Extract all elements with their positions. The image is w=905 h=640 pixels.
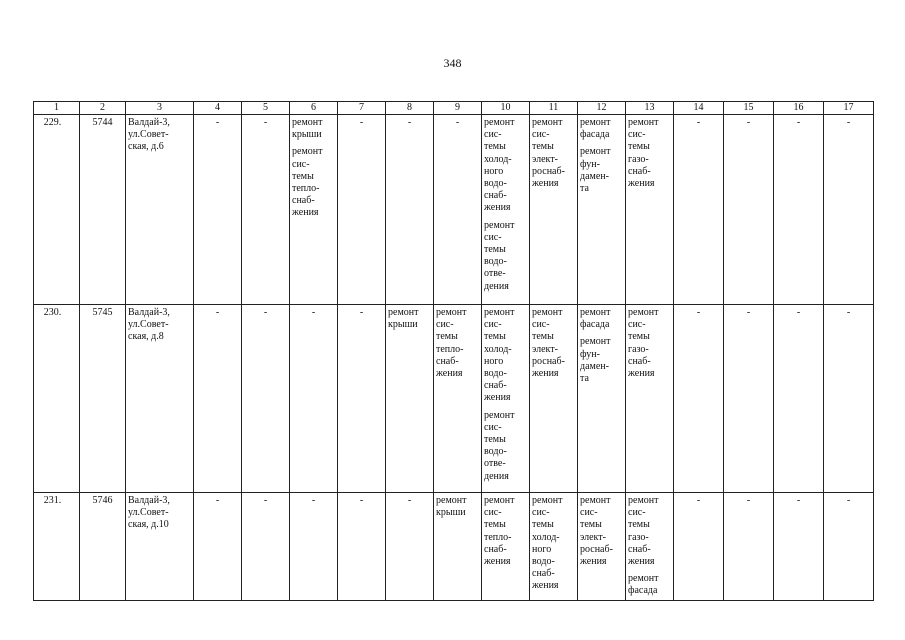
empty-cell: - (824, 305, 874, 493)
column-header: 10 (482, 102, 530, 115)
empty-cell: - (386, 493, 434, 601)
work-cell (626, 305, 674, 493)
empty-cell: - (290, 493, 338, 601)
empty-cell: - (338, 305, 386, 493)
work-item: ремонт сис- темы холод- ного водо- снаб- жения (532, 495, 563, 592)
empty-cell: - (724, 305, 774, 493)
empty-cell: - (674, 493, 724, 601)
address-cell: Валдай-3, ул.Совет- ская, д.10 (126, 493, 194, 601)
empty-cell: - (194, 305, 242, 493)
work-item: ремонт крыши (292, 117, 323, 141)
work-cell (434, 305, 482, 493)
work-cell (290, 115, 338, 305)
header-row (34, 102, 874, 115)
empty-cell: - (194, 115, 242, 305)
empty-cell: - (242, 305, 290, 493)
empty-cell: - (242, 493, 290, 601)
empty-cell: - (290, 305, 338, 493)
work-cell (386, 305, 434, 493)
row-number-cell: 230. (34, 305, 80, 493)
column-header: 13 (626, 102, 674, 115)
work-item: ремонт сис- темы элект- роснаб- жения (532, 307, 565, 380)
empty-cell: - (724, 115, 774, 305)
empty-cell: - (824, 115, 874, 305)
row-number-cell: 229. (34, 115, 80, 305)
work-item: ремонт сис- темы тепло- снаб- жения (436, 307, 467, 380)
work-item: ремонт сис- темы газо- снаб- жения (628, 117, 659, 190)
work-item: ремонт фасада (628, 573, 659, 597)
empty-cell: - (824, 493, 874, 601)
work-cell (578, 493, 626, 601)
table-row (34, 493, 874, 601)
work-cell (530, 115, 578, 305)
work-item: ремонт крыши (388, 307, 419, 331)
column-header: 15 (724, 102, 774, 115)
empty-cell: - (674, 115, 724, 305)
work-item: ремонт сис- темы газо- снаб- жения (628, 495, 659, 568)
empty-cell: - (194, 493, 242, 601)
page-number: 348 (443, 56, 462, 70)
building-id-cell: 5744 (80, 115, 126, 305)
column-header: 7 (338, 102, 386, 115)
work-cell (530, 305, 578, 493)
building-id-cell: 5746 (80, 493, 126, 601)
column-header: 14 (674, 102, 724, 115)
column-header: 9 (434, 102, 482, 115)
repair-schedule-table (33, 101, 874, 601)
work-item: ремонт сис- темы тепло- снаб- жения (292, 146, 323, 219)
work-cell (626, 493, 674, 601)
empty-cell: - (674, 305, 724, 493)
work-cell (482, 493, 530, 601)
work-item: ремонт сис- темы водо- отве- дения (484, 219, 515, 292)
work-cell (578, 305, 626, 493)
empty-cell: - (774, 493, 824, 601)
work-item: ремонт фун- дамен- та (580, 336, 611, 385)
work-item: ремонт фун- дамен- та (580, 146, 611, 195)
work-cell (482, 305, 530, 493)
column-header: 11 (530, 102, 578, 115)
work-cell (434, 493, 482, 601)
work-item: ремонт сис- темы элект- роснаб- жения (532, 117, 565, 190)
building-id-cell: 5745 (80, 305, 126, 493)
work-item: ремонт сис- темы холод- ного водо- снаб- жения (484, 307, 515, 404)
work-cell (626, 115, 674, 305)
empty-cell: - (774, 305, 824, 493)
column-header: 12 (578, 102, 626, 115)
column-header: 17 (824, 102, 874, 115)
empty-cell: - (386, 115, 434, 305)
row-number-cell: 231. (34, 493, 80, 601)
work-item: ремонт сис- темы холод- ного водо- снаб- жения (484, 117, 515, 214)
empty-cell: - (774, 115, 824, 305)
column-header: 4 (194, 102, 242, 115)
empty-cell: - (724, 493, 774, 601)
column-header: 5 (242, 102, 290, 115)
address-cell: Валдай-3, ул.Совет- ская, д.8 (126, 305, 194, 493)
table-row (34, 305, 874, 493)
work-item: ремонт сис- темы элект- роснаб- жения (580, 495, 613, 568)
column-header: 3 (126, 102, 194, 115)
work-cell (578, 115, 626, 305)
empty-cell: - (434, 115, 482, 305)
column-header: 2 (80, 102, 126, 115)
work-item: ремонт сис- темы газо- снаб- жения (628, 307, 659, 380)
empty-cell: - (338, 115, 386, 305)
column-header: 8 (386, 102, 434, 115)
empty-cell: - (242, 115, 290, 305)
address-cell: Валдай-3, ул.Совет- ская, д.6 (126, 115, 194, 305)
work-cell (530, 493, 578, 601)
empty-cell: - (338, 493, 386, 601)
work-item: ремонт фасада (580, 117, 611, 141)
work-item: ремонт фасада (580, 307, 611, 331)
table-row (34, 115, 874, 305)
work-cell (482, 115, 530, 305)
column-header: 16 (774, 102, 824, 115)
column-header: 1 (34, 102, 80, 115)
work-item: ремонт сис- темы водо- отве- дения (484, 409, 515, 482)
work-item: ремонт крыши (436, 495, 467, 519)
column-header: 6 (290, 102, 338, 115)
work-item: ремонт сис- темы тепло- снаб- жения (484, 495, 515, 568)
